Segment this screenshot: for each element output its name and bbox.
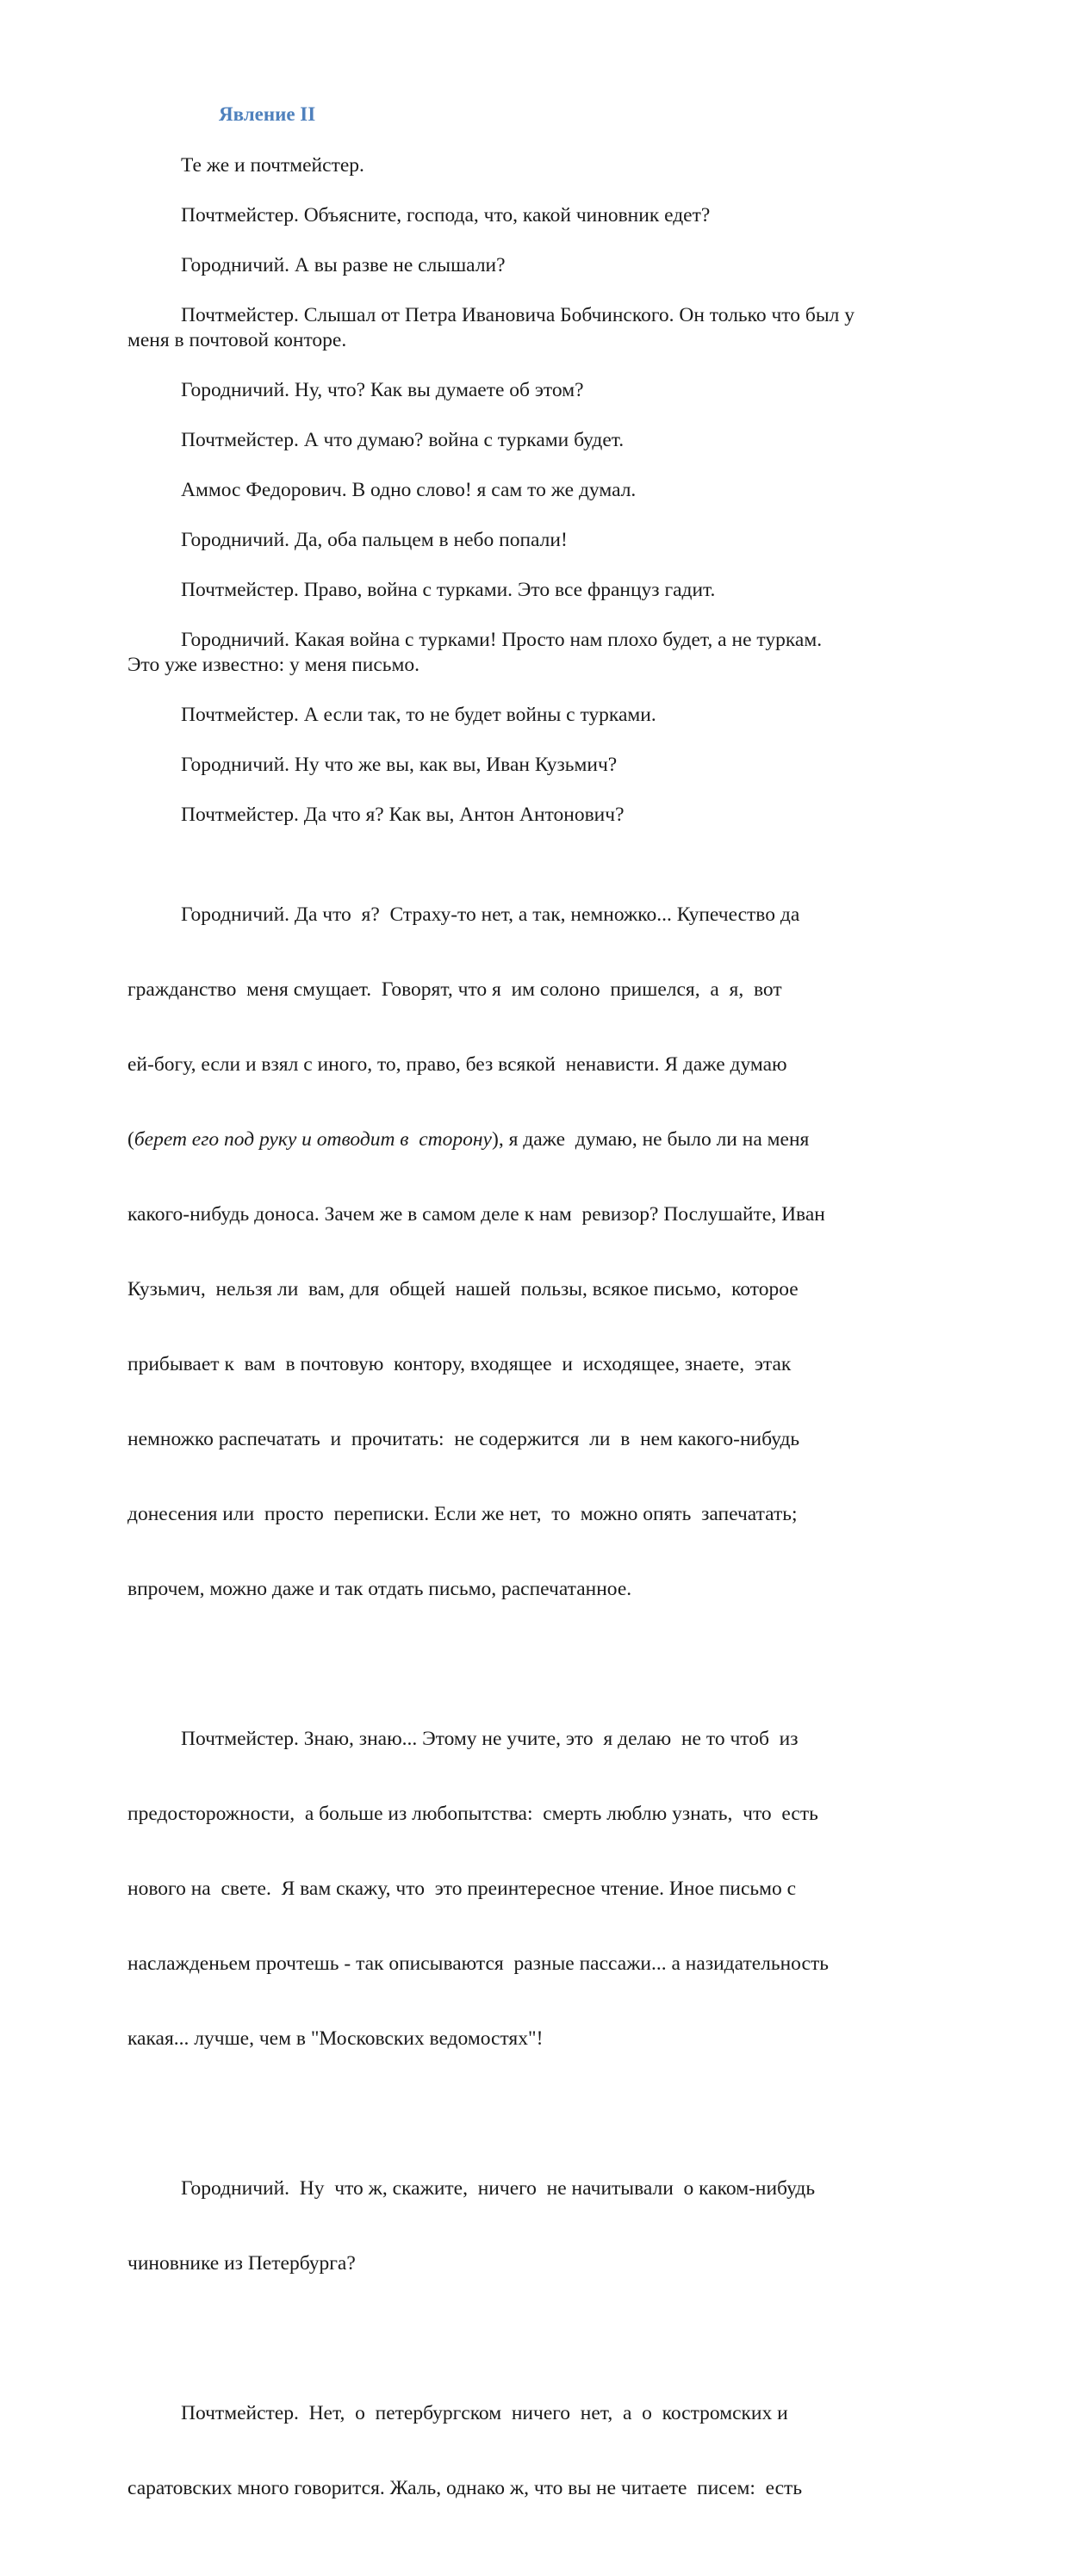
- text-line: Почтмейстер. А что думаю? война с турками будет.: [181, 429, 625, 451]
- document-body: [127, 153, 912, 2576]
- text-line: Городничий. Ну что ж, скажите, ничего не начитывали о каком-нибудь: [181, 2177, 816, 2200]
- text-line: немножко распечатать и прочитать: не содержится ли в нем какого-нибудь: [127, 1428, 800, 1450]
- line-rest: ), я даже думаю, не было ли на меня: [492, 1128, 810, 1151]
- text-line: меня в почтовой конторе.: [127, 329, 347, 351]
- text-line: нового на свете. Я вам скажу, что это преинтересное чтение. Иное письмо с: [127, 1878, 797, 1900]
- paragraph: [154, 478, 912, 503]
- text-line: Городничий. Ну, что? Как вы думаете об этом?: [181, 379, 584, 401]
- text-line: Почтмейстер. Право, война с турками. Это все француз гадит.: [181, 579, 716, 601]
- text-line: Городничий. Да, оба пальцем в небо попали!: [181, 529, 568, 551]
- text-line: донесения или просто переписки. Если же нет, то можно опять запечатать;: [127, 1503, 798, 1525]
- paragraph: [154, 203, 912, 228]
- paragraph: [127, 1677, 912, 2101]
- text-line: Городничий. Какая война с турками! Просто нам плохо будет, а не туркам.: [181, 629, 823, 651]
- paragraph: [154, 428, 912, 453]
- text-line: Городничий. Да что я? Страху-то нет, а так, немножко... Купечество да: [181, 903, 800, 926]
- text-line: Это уже известно: у меня письмо.: [127, 654, 420, 676]
- text-line: Почтмейстер. Да что я? Как вы, Антон Антонович?: [181, 804, 625, 826]
- text-line: ей-богу, если и взял с иного, то, право, без всякой ненависти. Я даже думаю: [127, 1053, 787, 1076]
- text-line: какого-нибудь доноса. Зачем же в самом деле к нам ревизор? Послушайте, Иван: [127, 1203, 825, 1226]
- text-line: саратовских много говорится. Жаль, однако ж, что вы не читаете писем: есть: [127, 2477, 803, 2499]
- text-line: Почтмейстер. Слышал от Петра Ивановича Бобчинского. Он только что был у: [181, 304, 855, 326]
- paragraph: [154, 378, 912, 403]
- text-line: чиновнике из Петербурга?: [127, 2252, 356, 2275]
- paragraph: [154, 753, 912, 778]
- text-line: гражданство меня смущает. Говорят, что я им солоно пришелся, а я, вот: [127, 978, 782, 1001]
- text-line: какая... лучше, чем в "Московских ведомостях"!: [127, 2027, 544, 2050]
- text-line: Почтмейстер. А если так, то не будет войны с турками.: [181, 704, 656, 726]
- paragraph: [154, 578, 912, 603]
- text-line: Те же и почтмейстер.: [181, 154, 364, 177]
- text-line: Кузьмич, нельзя ли вам, для общей нашей пользы, всякое письмо, которое: [127, 1278, 799, 1300]
- text-line: впрочем, можно даже и так отдать письмо, распечатанное.: [127, 1578, 632, 1600]
- text-line: Почтмейстер. Объясните, господа, что, какой чиновник едет?: [181, 204, 711, 227]
- text-line: Городничий. А вы разве не слышали?: [181, 254, 506, 276]
- paragraph: [127, 2351, 912, 2551]
- paragraph: [127, 628, 912, 678]
- paragraph: [127, 2126, 912, 2326]
- paragraph: [154, 803, 912, 828]
- text-line-mixed: [127, 1127, 912, 1152]
- stage-direction: берет его под руку и отводит в сторону: [134, 1128, 492, 1151]
- text-line: Аммос Федорович. В одно слово! я сам то же думал.: [181, 479, 637, 501]
- scene-heading: Явление II: [219, 103, 316, 125]
- paragraph: [154, 153, 912, 178]
- text-line: Почтмейстер. Знаю, знаю... Этому не учите, это я делаю не то чтоб из: [181, 1728, 799, 1750]
- paren-open: (: [127, 1128, 134, 1151]
- text-line: предосторожности, а больше из любопытства: смерть люблю узнать, что есть: [127, 1803, 818, 1825]
- paragraph: [154, 528, 912, 553]
- paragraph: [154, 253, 912, 278]
- text-line: наслажденьем прочтешь - так описываются разные пассажи... а назидательность: [127, 1952, 829, 1975]
- text-line: прибывает к вам в почтовую контору, входящее и исходящее, знаете, этак: [127, 1353, 792, 1375]
- paragraph: [127, 303, 912, 353]
- paragraph-long: [127, 853, 912, 1652]
- text-line: Городничий. Ну что же вы, как вы, Иван Кузьмич?: [181, 754, 618, 776]
- text-line: Почтмейстер. Нет, о петербургском ничего нет, а о костромских и: [181, 2402, 788, 2424]
- paragraph: [154, 703, 912, 728]
